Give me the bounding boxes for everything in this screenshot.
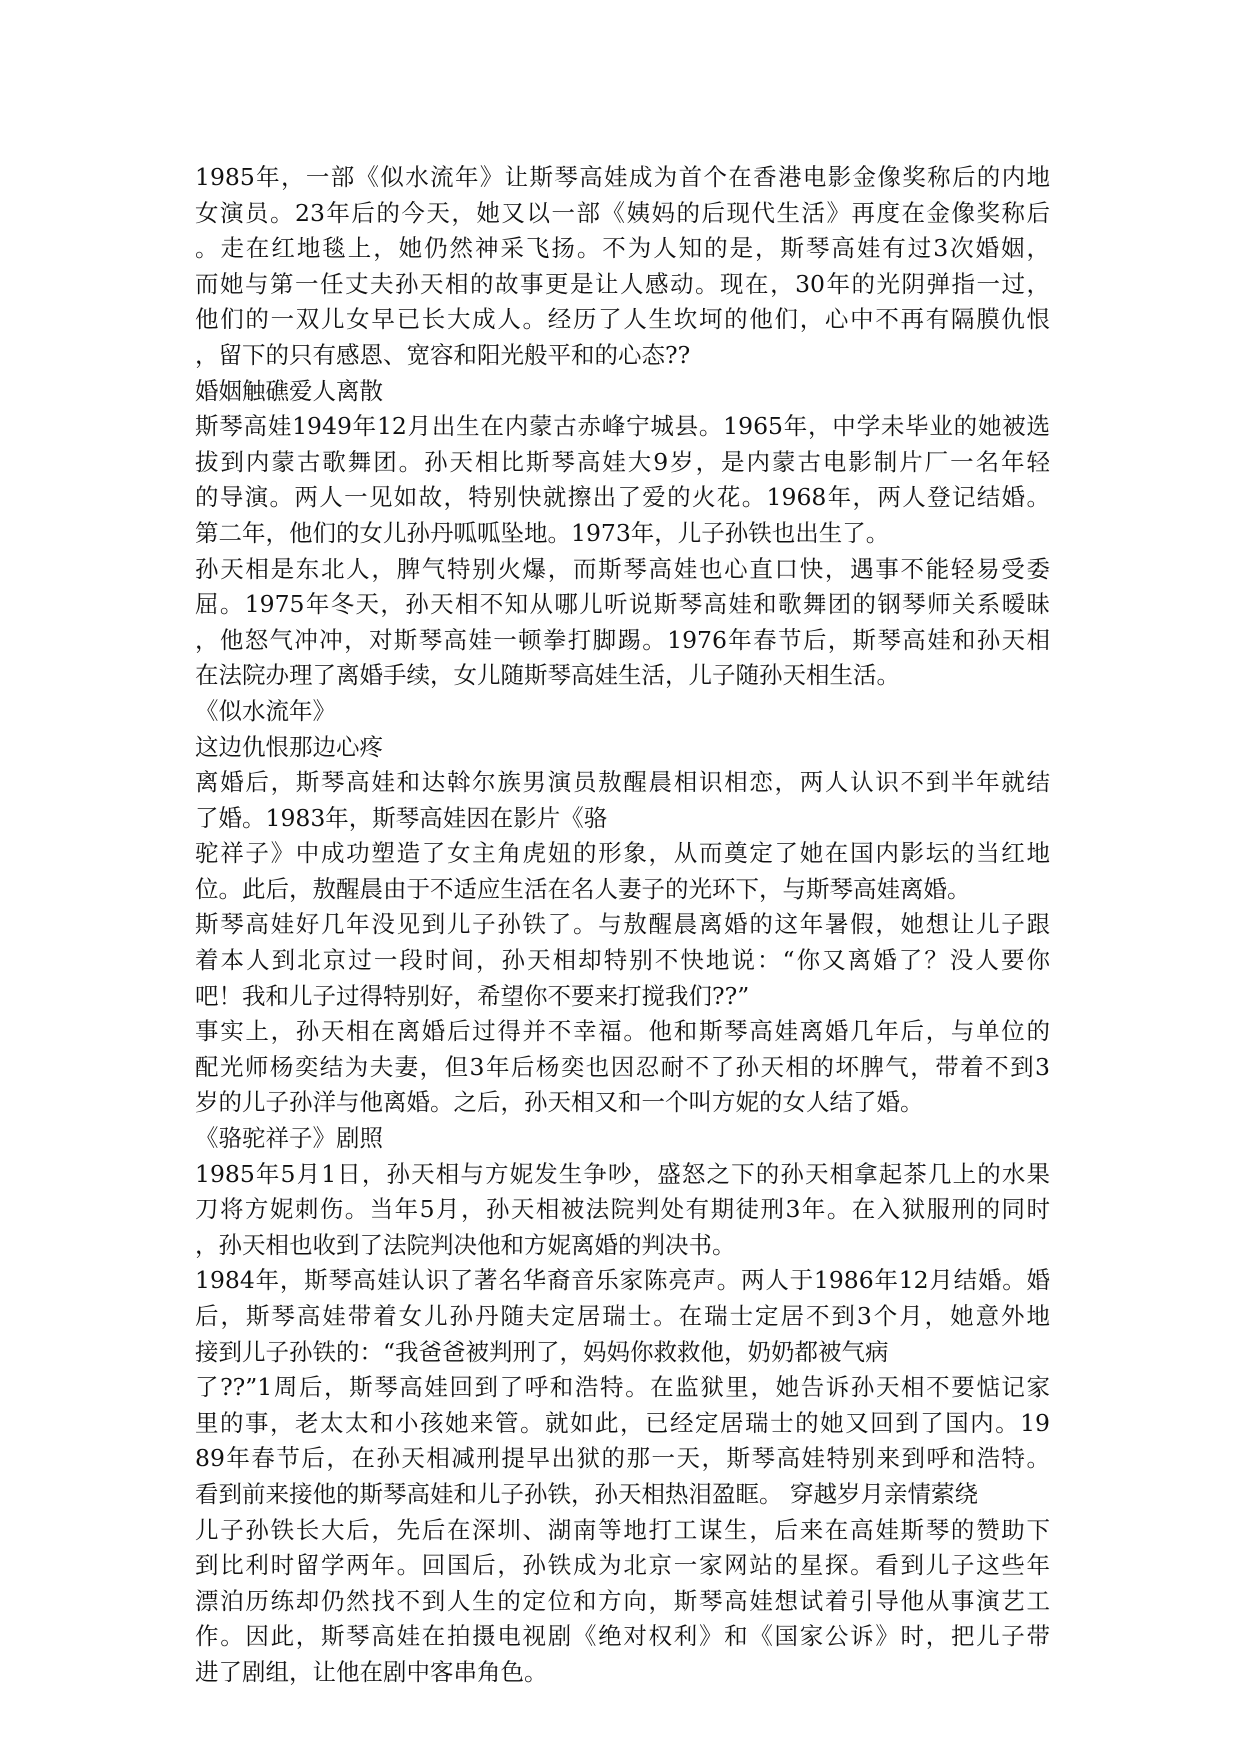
text-line: 斯琴高娃1949年12月出生在内蒙古赤峰宁城县。1965年，中学未毕业的她被选: [195, 412, 1050, 441]
text-line: 《骆驼祥子》剧照: [195, 1124, 383, 1153]
text-line: 他们的一双儿女早已长大成人。经历了人生坎坷的他们，心中不再有隔膜仇恨: [195, 305, 1050, 334]
text-line: 里的事，老太太和小孩她来管。就如此，已经定居瑞士的她又回到了国内。19: [195, 1408, 1050, 1437]
text-line: 刀将方妮刺伤。当年5月，孙天相被法院判处有期徒刑3年。在入狱服刑的同时: [195, 1195, 1050, 1224]
text-line: 进了剧组，让他在剧中客串角色。: [195, 1657, 548, 1686]
text-line: 配光师杨奕结为夫妻，但3年后杨奕也因忍耐不了孙天相的坏脾气，带着不到3: [195, 1052, 1050, 1081]
text-line: 漂泊历练却仍然找不到人生的定位和方向，斯琴高娃想试着引导他从事演艺工: [195, 1586, 1050, 1615]
text-line: 89年春节后，在孙天相减刑提早出狱的那一天，斯琴高娃特别来到呼和浩特。: [195, 1444, 1050, 1473]
text-line: ，留下的只有感恩、宽容和阳光般平和的心态??: [195, 340, 691, 369]
text-line: 女演员。23年后的今天，她又以一部《姨妈的后现代生活》再度在金像奖称后: [195, 198, 1050, 227]
text-line: 看到前来接他的斯琴高娃和儿子孙铁，孙天相热泪盈眶。 穿越岁月亲情萦绕: [195, 1479, 978, 1508]
text-line: 第二年，他们的女儿孙丹呱呱坠地。1973年，儿子孙铁也出生了。: [195, 518, 890, 547]
text-line: 后，斯琴高娃带着女儿孙丹随夫定居瑞士。在瑞士定居不到3个月，她意外地: [195, 1302, 1050, 1330]
text-line: 1985年，一部《似水流年》让斯琴高娃成为首个在香港电影金像奖称后的内地: [195, 163, 1050, 191]
text-line: 岁的儿子孙洋与他离婚。之后，孙天相又和一个叫方妮的女人结了婚。: [195, 1088, 924, 1117]
text-line: 驼祥子》中成功塑造了女主角虎妞的形象，从而奠定了她在国内影坛的当红地: [195, 839, 1050, 868]
document-page: [195, 160, 1050, 1691]
text-line: 位。此后，敖醒晨由于不适应生活在名人妻子的光环下，与斯琴高娃离婚。: [195, 874, 971, 903]
text-line: 孙天相是东北人，脾气特别火爆，而斯琴高娃也心直口快，遇事不能轻易受委: [195, 554, 1050, 583]
text-line: 接到儿子孙铁的：“我爸爸被判刑了，妈妈你救救他，奶奶都被气病: [195, 1337, 889, 1366]
text-line: ，他怒气冲冲，对斯琴高娃一顿拳打脚踢。1976年春节后，斯琴高娃和孙天相: [195, 625, 1050, 654]
text-line: 斯琴高娃好几年没见到儿子孙铁了。与敖醒晨离婚的这年暑假，她想让儿子跟: [195, 910, 1050, 939]
text-line: 吧！我和儿子过得特别好，希望你不要来打搅我们??”: [195, 981, 750, 1010]
text-line: 而她与第一任丈夫孙天相的故事更是让人感动。现在，30年的光阴弹指一过，: [195, 269, 1050, 298]
text-line: 离婚后，斯琴高娃和达斡尔族男演员敖醒晨相识相恋，两人认识不到半年就结: [195, 768, 1050, 797]
text-line: 作。因此，斯琴高娃在拍摄电视剧《绝对权利》和《国家公诉》时，把儿子带: [195, 1622, 1050, 1651]
text-line: 婚姻触礁爱人离散: [195, 376, 383, 405]
text-line: 到比利时留学两年。回国后，孙铁成为北京一家网站的星探。看到儿子这些年: [195, 1551, 1050, 1580]
text-line: 这边仇恨那边心疼: [195, 732, 383, 761]
text-line: 1985年5月1日，孙天相与方妮发生争吵，盛怒之下的孙天相拿起茶几上的水果: [195, 1159, 1050, 1188]
text-line: 了婚。1983年，斯琴高娃因在影片《骆: [195, 803, 608, 832]
text-line: ，孙天相也收到了法院判决他和方妮离婚的判决书。: [195, 1230, 736, 1259]
text-line: 。走在红地毯上，她仍然神采飞扬。不为人知的是，斯琴高娃有过3次婚姻，: [195, 234, 1050, 263]
text-line: 屈。1975年冬天，孙天相不知从哪儿听说斯琴高娃和歌舞团的钢琴师关系暧昧: [195, 590, 1050, 619]
text-line: 1984年，斯琴高娃认识了著名华裔音乐家陈亮声。两人于1986年12月结婚。婚: [195, 1266, 1050, 1295]
text-line: 《似水流年》: [195, 696, 336, 725]
text-line: 儿子孙铁长大后，先后在深圳、湖南等地打工谋生，后来在高娃斯琴的赞助下: [195, 1515, 1050, 1544]
text-line: 事实上，孙天相在离婚后过得并不幸福。他和斯琴高娃离婚几年后，与单位的: [195, 1017, 1050, 1046]
text-line: 在法院办理了离婚手续，女儿随斯琴高娃生活，儿子随孙天相生活。: [195, 661, 900, 690]
text-line: 着本人到北京过一段时间，孙天相却特别不快地说：“你又离婚了？没人要你: [195, 946, 1050, 975]
text-line: 的导演。两人一见如故，特别快就擦出了爱的火花。1968年，两人登记结婚。: [195, 483, 1050, 512]
text-line: 了??”1周后，斯琴高娃回到了呼和浩特。在监狱里，她告诉孙天相不要惦记家: [195, 1373, 1050, 1402]
text-line: 拔到内蒙古歌舞团。孙天相比斯琴高娃大9岁，是内蒙古电影制片厂一名年轻: [195, 447, 1050, 476]
